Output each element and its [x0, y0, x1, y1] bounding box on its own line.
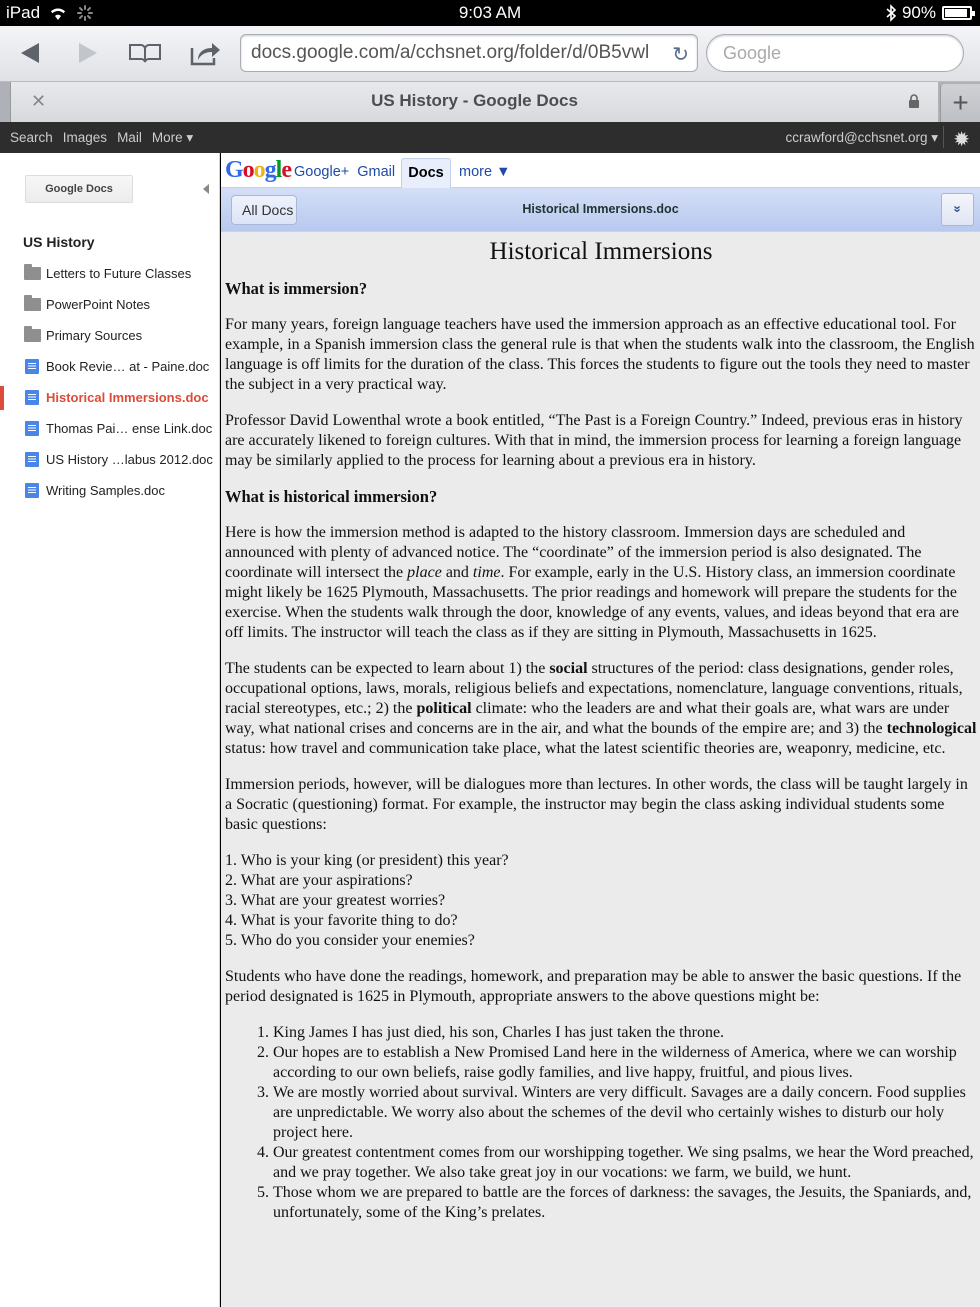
document-icon	[25, 390, 39, 405]
document-icon	[25, 483, 39, 498]
sidebar-item-writing-samples[interactable]	[0, 475, 220, 506]
sidebar-item-thomas-paine[interactable]	[0, 413, 220, 444]
folder-icon	[24, 267, 41, 280]
answer-list	[273, 1023, 977, 1223]
document-icon	[25, 421, 39, 436]
document-header-bar	[221, 188, 980, 232]
forward-button[interactable]	[70, 36, 106, 70]
sidebar-item-powerpoint[interactable]	[0, 289, 220, 320]
question-item: 3. What are your greatest worries?	[225, 892, 446, 909]
google-bar	[0, 122, 980, 153]
paragraph: Students who have done the readings, homework, and preparation may be able to answer the basic questions. If the period designated is 1625 in Plymouth, appropriate answers to the above questions might be:	[225, 968, 962, 1005]
share-icon	[189, 40, 221, 66]
collapse-sidebar-icon[interactable]	[203, 184, 209, 194]
question-item: 5. Who do you consider your enemies?	[225, 932, 475, 949]
device-name: iPad	[6, 3, 41, 22]
question-item: 4. What is your favorite thing to do?	[225, 912, 458, 929]
search-placeholder: Google	[723, 43, 782, 63]
tab-us-history[interactable]	[10, 82, 938, 122]
gbar-link-more[interactable]: More ▾	[151, 130, 194, 145]
folder-title: US History	[23, 234, 95, 250]
main-content	[221, 153, 980, 1307]
answer-item: 2. Our hopes are to establish a New Promised Land here in the wilderness of America, where we can worship according to our own beliefs, raise godly families, and live happy, fruitful, and pious lives.	[273, 1043, 977, 1083]
back-arrow-icon	[19, 41, 41, 65]
google-logo[interactable]: Google	[225, 157, 291, 183]
document-title: Historical Immersions	[489, 238, 713, 265]
book-icon	[128, 42, 162, 64]
nav-tab-docs[interactable]: Docs	[401, 158, 451, 189]
sidebar-item-label: US History …labus 2012.doc	[46, 452, 213, 467]
plus-icon: +	[952, 87, 969, 118]
paragraph: Here is how the immersion method is adapted to the history classroom. Immersion days are scheduled and announced with plenty of advanced notice. The “coordinate” of the immersion period is also designated. The coordinate will intersect the place and time. For example, early in the U.S. History class, an immersion coordinate might likely be 1625 Plymouth, Massachusetts. The prior readings and homework will prepare the students for the exercise. When the students walk through the door, knowledge of any events, values, and ideas beyond that era are off limits. The instructor will teach the class as if they are sitting in Plymouth, Massachusetts in 1625.	[225, 524, 959, 641]
sidebar	[0, 153, 220, 1307]
document-filename: Historical Immersions.doc	[522, 202, 679, 216]
lock-icon	[908, 94, 920, 108]
section-heading: What is immersion?	[225, 279, 368, 298]
browser-toolbar	[0, 26, 980, 82]
battery-icon	[942, 6, 972, 20]
nav-more-menu[interactable]: more ▼	[459, 164, 511, 180]
google-docs-home-button[interactable]: Google Docs	[25, 175, 133, 203]
sidebar-item-letters[interactable]	[0, 258, 220, 289]
nav-link-google-plus[interactable]: Google+	[294, 164, 350, 180]
double-chevron-down-icon: »	[950, 205, 966, 213]
question-item: 1. Who is your king (or president) this year?	[225, 852, 509, 869]
expand-menu-button[interactable]	[941, 193, 974, 226]
battery-percent: 90%	[901, 3, 936, 22]
sidebar-item-label: Book Revie… at - Paine.doc	[46, 359, 210, 374]
paragraph: Professor David Lowenthal wrote a book entitled, “The Past is a Foreign Country.” Indeed, previous eras in history are accurately likened to foreign cultures. With that in mind, the immersion process for learning a foreign language may be similarly applied to the process for learning about a previous era in history.	[225, 412, 963, 469]
sidebar-item-book-review[interactable]	[0, 351, 220, 382]
google-nav	[221, 153, 980, 188]
share-button[interactable]	[187, 36, 223, 70]
all-docs-back-button[interactable]: All Docs	[231, 195, 297, 225]
gbar-link-search[interactable]: Search	[10, 130, 53, 145]
clock: 9:03 AM	[458, 3, 522, 22]
gbar-link-mail[interactable]: Mail	[117, 130, 142, 145]
section-heading: What is historical immersion?	[225, 487, 438, 506]
back-button[interactable]	[12, 36, 48, 70]
reload-icon[interactable]: ↻	[672, 44, 689, 66]
answer-item: 3. We are mostly worried about survival. Winters are very difficult. Savages are a daily concern. Food supplies are unpredictable. We worry also about the schemes of the devil who certainly wishes to disturb our holy project here.	[273, 1083, 977, 1143]
question-list	[225, 851, 977, 951]
nav-link-gmail[interactable]: Gmail	[357, 164, 396, 180]
search-field[interactable]	[706, 34, 964, 72]
bookmarks-button[interactable]	[127, 36, 163, 70]
sidebar-item-syllabus[interactable]	[0, 444, 220, 475]
answer-item: 1. King James I has just died, his son, Charles I has just taken the throne.	[273, 1023, 977, 1043]
tab-title: US History - Google Docs	[371, 91, 578, 110]
sidebar-item-label: Primary Sources	[46, 328, 143, 343]
answer-item: 4. Our greatest contentment comes from our worshipping together. We sing psalms, we hear the Word preached, and we pray together. We also take great joy in our vocations: we farm, we build, we hunt.	[273, 1143, 977, 1183]
question-item: 2. What are your aspirations?	[225, 872, 413, 889]
paragraph: Immersion periods, however, will be dialogues more than lectures. In other words, the class will be taught largely in a Socratic (questioning) format. For example, the instructor may begin the class asking individual students some basic questions:	[225, 776, 968, 833]
ios-status-bar	[0, 0, 980, 26]
folder-icon	[24, 298, 41, 311]
close-tab-icon[interactable]: ✕	[31, 91, 47, 111]
folder-icon	[24, 329, 41, 342]
document-icon	[25, 452, 39, 467]
forward-arrow-icon	[77, 41, 99, 65]
new-tab-button[interactable]	[940, 84, 980, 122]
gbar-link-images[interactable]: Images	[62, 130, 108, 145]
url-text: docs.google.com/a/cchsnet.org/folder/d/0B5vwl	[251, 42, 650, 63]
sidebar-item-label: PowerPoint Notes	[46, 297, 151, 312]
paragraph: The students can be expected to learn about 1) the social structures of the period: class designations, gender roles, occupational options, laws, morals, religious beliefs and expectations, nomenclature, language conventions, rituals, racial stereotypes, etc.; 2) the political climate: who the leaders are and what their goals are, what wars are under way, what national crises and concerns are in the air, and what the bounds of the empire are; and 3) the technological status: how travel and communication take place, what the latest scientific theories are, weaponry, medicine, etc.	[225, 660, 977, 757]
sidebar-item-primary-sources[interactable]	[0, 320, 220, 351]
gear-icon[interactable]: ✹	[953, 129, 970, 151]
account-menu[interactable]: ccrawford@cchsnet.org ▾	[785, 130, 938, 145]
document-body	[225, 232, 977, 1223]
sidebar-item-label: Letters to Future Classes	[46, 266, 192, 281]
answer-item: 5. Those whom we are prepared to battle are the forces of darkness: the savages, the Jesuits, the Spaniards, and, unfortunately, some of the King’s prelates.	[273, 1183, 977, 1223]
divider	[943, 126, 944, 148]
sidebar-item-label: Thomas Pai… ense Link.doc	[46, 421, 213, 436]
document-icon	[25, 359, 39, 374]
file-list	[0, 258, 220, 506]
bluetooth-icon	[886, 4, 896, 22]
sidebar-item-label: Writing Samples.doc	[46, 483, 165, 498]
sidebar-item-label: Historical Immersions.doc	[46, 390, 209, 405]
tab-bar	[0, 82, 980, 122]
address-bar[interactable]	[240, 34, 698, 72]
sidebar-item-historical-immersions[interactable]	[0, 382, 220, 413]
paragraph: For many years, foreign language teachers have used the immersion approach as an effective educational tool. For example, in a Spanish immersion class the general rule is that when the students walk into the classroom, the English language is off limits for the duration of the class. This forces the students to figure out the tools they need to master the subject in a very practical way.	[225, 316, 975, 393]
